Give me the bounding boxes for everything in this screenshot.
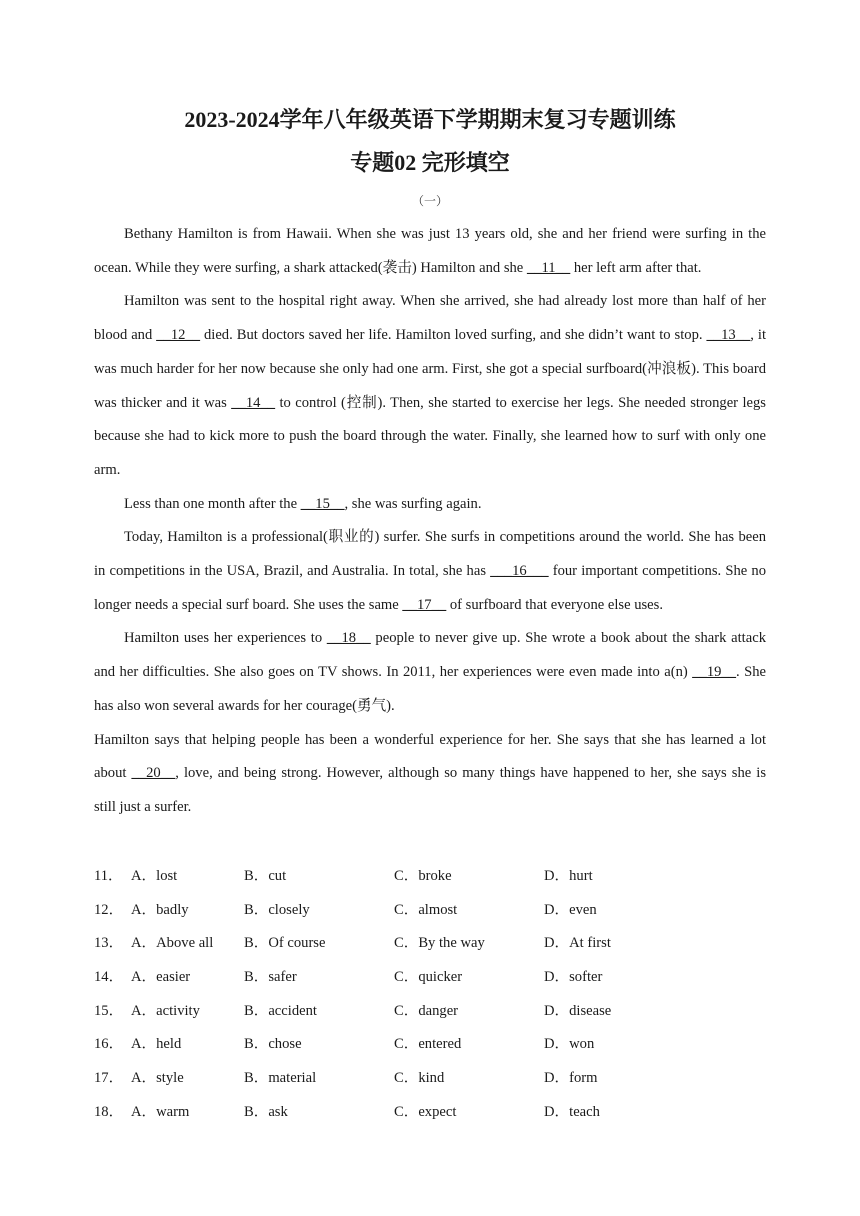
passage-text: Hamilton says that helping people has been a wonderful experience for her. She says that she has learned a lot about xyxy=(94,731,766,782)
option-a: A．Above all xyxy=(131,935,214,952)
option-d: D．softer xyxy=(544,969,603,986)
passage-text: Less than one month after the xyxy=(124,495,301,512)
question-row xyxy=(94,1096,774,1130)
option-a: A．held xyxy=(131,1036,182,1053)
question-number: 16． xyxy=(94,1036,124,1053)
passage-text: Hamilton uses her experiences to xyxy=(124,630,327,647)
passage-text: Hamilton was sent to the hospital right away. When she arrived, she had already lost more than half of her blood and xyxy=(94,293,766,344)
question-number: 14． xyxy=(94,969,124,986)
option-c: C．expect xyxy=(394,1103,457,1120)
blank-14: __14__ xyxy=(231,394,276,411)
passage-paragraph xyxy=(94,218,766,285)
part-label: （一） xyxy=(411,194,448,208)
blank-15: __15__ xyxy=(300,495,345,512)
option-d: D．hurt xyxy=(544,868,593,884)
passage-text: , she was surfing again. xyxy=(344,495,482,512)
option-c: C．kind xyxy=(394,1070,445,1087)
question-row xyxy=(94,1062,774,1096)
option-d: D．disease xyxy=(544,1002,612,1019)
question-number: 18． xyxy=(94,1103,124,1120)
option-c: C．danger xyxy=(394,1002,459,1019)
option-a: A．easier xyxy=(131,969,191,986)
passage-text: to control (控制). Then, she started to exercise her legs. She needed stronger legs because she had to kick more to push the board through the water. Finally, she learned how to surf with only one arm. xyxy=(94,394,766,478)
question-options xyxy=(94,860,774,1130)
option-b: B．accident xyxy=(244,1002,317,1019)
passage-text: four important competitions. She no longer needs a special surf board. She uses the same xyxy=(94,563,766,613)
option-b: B．material xyxy=(244,1070,317,1087)
question-row xyxy=(94,894,774,928)
document-title: 2023-2024学年八年级英语下学期期末复习专题训练 xyxy=(184,107,676,132)
blank-11: __11__ xyxy=(526,259,571,276)
option-b: B．closely xyxy=(244,901,310,918)
passage-text: Today, Hamilton is a professional(职业的) surfer. She surfs in competitions around the world. She has been in competitions in the USA, Brazil, and Australia. In total, she has xyxy=(94,529,766,580)
question-row xyxy=(94,995,774,1029)
option-d: D．won xyxy=(544,1036,595,1053)
blank-12: __12__ xyxy=(156,327,201,344)
question-row xyxy=(94,1028,774,1062)
option-a: A．activity xyxy=(131,1002,200,1019)
option-a: A．lost xyxy=(131,868,178,884)
option-b: B．cut xyxy=(244,868,287,884)
option-c: C．quicker xyxy=(394,969,463,986)
option-a: A．style xyxy=(131,1070,184,1087)
option-a: A．warm xyxy=(131,1103,190,1120)
option-b: B．chose xyxy=(244,1036,302,1053)
passage-paragraph xyxy=(94,521,766,622)
passage-paragraph xyxy=(94,488,766,522)
passage-text: people to never give up. She wrote a book about the shark attack and her difficulties. She also goes on TV shows. In 2011, her experiences were even made into a(n) xyxy=(94,630,766,681)
option-d: D．form xyxy=(544,1070,598,1087)
option-d: D．even xyxy=(544,901,597,918)
passage-text: Bethany Hamilton is from Hawaii. When she was just 13 years old, she and her friend were surfing in the ocean. While they were surfing, a shark attacked(袭击) Hamilton and she xyxy=(94,226,766,276)
blank-16: ___16___ xyxy=(490,563,549,580)
option-c: C．By the way xyxy=(394,935,485,952)
option-b: B．Of course xyxy=(244,935,326,952)
passage-text: . She has also won several awards for her courage(勇气). xyxy=(94,664,767,714)
question-number: 17． xyxy=(94,1070,124,1087)
blank-19: __19__ xyxy=(692,664,736,681)
passage-paragraph xyxy=(94,622,766,723)
option-d: D．teach xyxy=(544,1103,600,1120)
blank-13: __13__ xyxy=(706,327,751,344)
passage-text: , it was much harder for her now because she only had one arm. First, she got a special surfboard(冲浪板). This board was thicker and it was xyxy=(94,327,766,411)
question-number: 12． xyxy=(94,901,124,918)
option-b: B．ask xyxy=(244,1103,288,1120)
question-number: 13． xyxy=(94,935,124,952)
option-c: C．entered xyxy=(394,1036,462,1053)
blank-17: __17__ xyxy=(402,596,447,613)
document-subtitle: 专题02 完形填空 xyxy=(350,150,510,175)
passage-text: of surfboard that everyone else uses. xyxy=(446,596,663,613)
question-number: 11． xyxy=(94,868,123,884)
option-c: C．broke xyxy=(394,868,452,884)
passage-text: her left arm after that. xyxy=(570,259,702,276)
option-d: D．At first xyxy=(544,935,611,952)
passage-paragraph xyxy=(94,285,766,487)
question-row xyxy=(94,961,774,995)
passage-paragraph xyxy=(94,724,766,825)
question-number: 15． xyxy=(94,1002,124,1019)
blank-20: __20__ xyxy=(131,765,176,782)
question-row xyxy=(94,927,774,961)
question-row xyxy=(94,860,774,894)
option-b: B．safer xyxy=(244,969,297,986)
blank-18: __18__ xyxy=(326,630,371,647)
passage-text: , love, and being strong. However, although so many things have happened to her, she says she is still just a surfer. xyxy=(94,765,766,815)
option-c: C．almost xyxy=(394,901,458,918)
option-a: A．badly xyxy=(131,901,189,918)
passage-text: died. But doctors saved her life. Hamilton loved surfing, and she didn’t want to stop. xyxy=(200,327,707,344)
passage xyxy=(94,218,766,825)
